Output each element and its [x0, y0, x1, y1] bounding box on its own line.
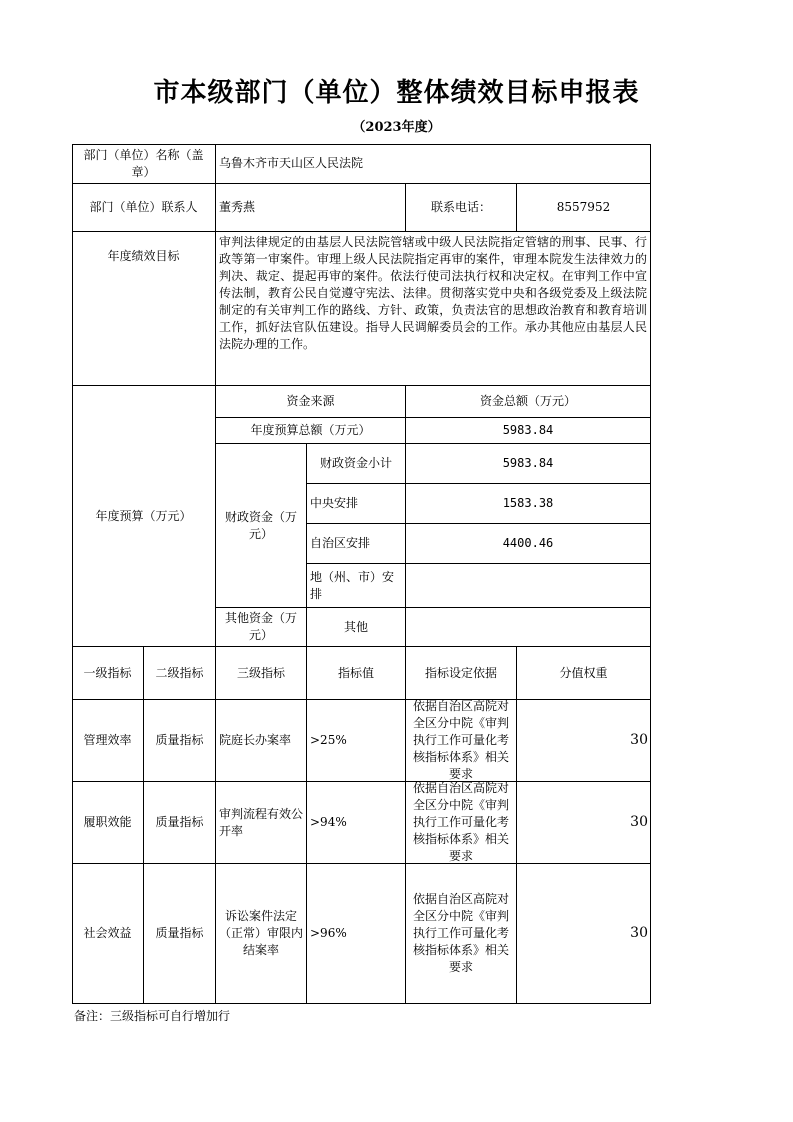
dept-name-label: 部门（单位）名称（盖章） [72, 144, 216, 184]
indicator-header-value: 指标值 [307, 647, 406, 700]
table-row-level1: 管理效率 [72, 700, 144, 782]
table-row-value: >94% [307, 782, 406, 864]
indicator-header-level3: 三级指标 [216, 647, 307, 700]
region-funds-value: 4400.46 [406, 524, 651, 564]
table-row-level2: 质量指标 [144, 782, 216, 864]
central-funds-label: 中央安排 [307, 484, 406, 524]
indicator-header-basis: 指标设定依据 [406, 647, 517, 700]
other-funds-value [406, 608, 651, 647]
page-subtitle: （2023年度） [352, 120, 441, 135]
table-row-level1: 社会效益 [72, 864, 144, 1004]
table-row-weight: 30 [517, 700, 651, 782]
table-row-value: >25% [307, 700, 406, 782]
indicator-header-level1: 一级指标 [72, 647, 144, 700]
table-row-weight: 30 [517, 864, 651, 1004]
table-row-basis: 依据自治区高院对全区分中院《审判执行工作可量化考核指标体系》相关要求 [406, 700, 517, 782]
fiscal-funds-label: 财政资金（万元） [216, 444, 307, 608]
table-row-level3: 诉讼案件法定（正常）审限内结案率 [216, 864, 307, 1004]
fiscal-subtotal-value: 5983.84 [406, 444, 651, 484]
prefecture-funds-value [406, 564, 651, 608]
indicator-header-weight: 分值权重 [517, 647, 651, 700]
goal-label: 年度绩效目标 [72, 232, 216, 386]
table-row-basis: 依据自治区高院对全区分中院《审判执行工作可量化考核指标体系》相关要求 [406, 864, 517, 1004]
phone-value: 8557952 [517, 184, 651, 232]
central-funds-value: 1583.38 [406, 484, 651, 524]
page-title: 市本级部门（单位）整体绩效目标申报表 [153, 78, 640, 108]
annual-total-label: 年度预算总额（万元） [216, 418, 406, 444]
table-row-level2: 质量指标 [144, 700, 216, 782]
fund-total-header: 资金总额（万元） [406, 386, 651, 418]
fiscal-subtotal-label: 财政资金小计 [307, 444, 406, 484]
contact-label: 部门（单位）联系人 [72, 184, 216, 232]
table-row-weight: 30 [517, 782, 651, 864]
footnote: 备注：三级指标可自行增加行 [74, 1009, 231, 1023]
budget-label: 年度预算（万元） [72, 386, 216, 647]
table-row-level3: 院庭长办案率 [216, 700, 307, 782]
prefecture-funds-label: 地（州、市）安排 [307, 564, 406, 608]
table-row-level1: 履职效能 [72, 782, 144, 864]
indicator-header-level2: 二级指标 [144, 647, 216, 700]
table-row-value: >96% [307, 864, 406, 1004]
performance-form-table [72, 144, 651, 1004]
other-funds-label: 其他资金（万元） [216, 608, 307, 647]
table-row-basis: 依据自治区高院对全区分中院《审判执行工作可量化考核指标体系》相关要求 [406, 782, 517, 864]
phone-label: 联系电话： [406, 184, 517, 232]
region-funds-label: 自治区安排 [307, 524, 406, 564]
goal-text: 审判法律规定的由基层人民法院管辖或中级人民法院指定管辖的刑事、民事、行政等第一审案件。审理上级人民法院指定再审的案件，审理本院发生法律效力的判决、裁定、提起再审的案件。依法行使司法执行权和决定权。在审判工作中宣传法制，教育公民自觉遵守宪法、法律。贯彻落实党中央和各级党委及上级法院制定的有关审判工作的路线、方针、政策，负责法官的思想政治教育和教育培训工作，抓好法官队伍建设。指导人民调解委员会的工作。承办其他应由基层人民法院办理的工作。 [216, 232, 651, 386]
table-row-level2: 质量指标 [144, 864, 216, 1004]
fund-source-header: 资金来源 [216, 386, 406, 418]
contact-value: 董秀燕 [216, 184, 406, 232]
dept-name-value: 乌鲁木齐市天山区人民法院 [216, 144, 651, 184]
table-row-level3: 审判流程有效公开率 [216, 782, 307, 864]
other-funds-sub-label: 其他 [307, 608, 406, 647]
annual-total-value: 5983.84 [406, 418, 651, 444]
